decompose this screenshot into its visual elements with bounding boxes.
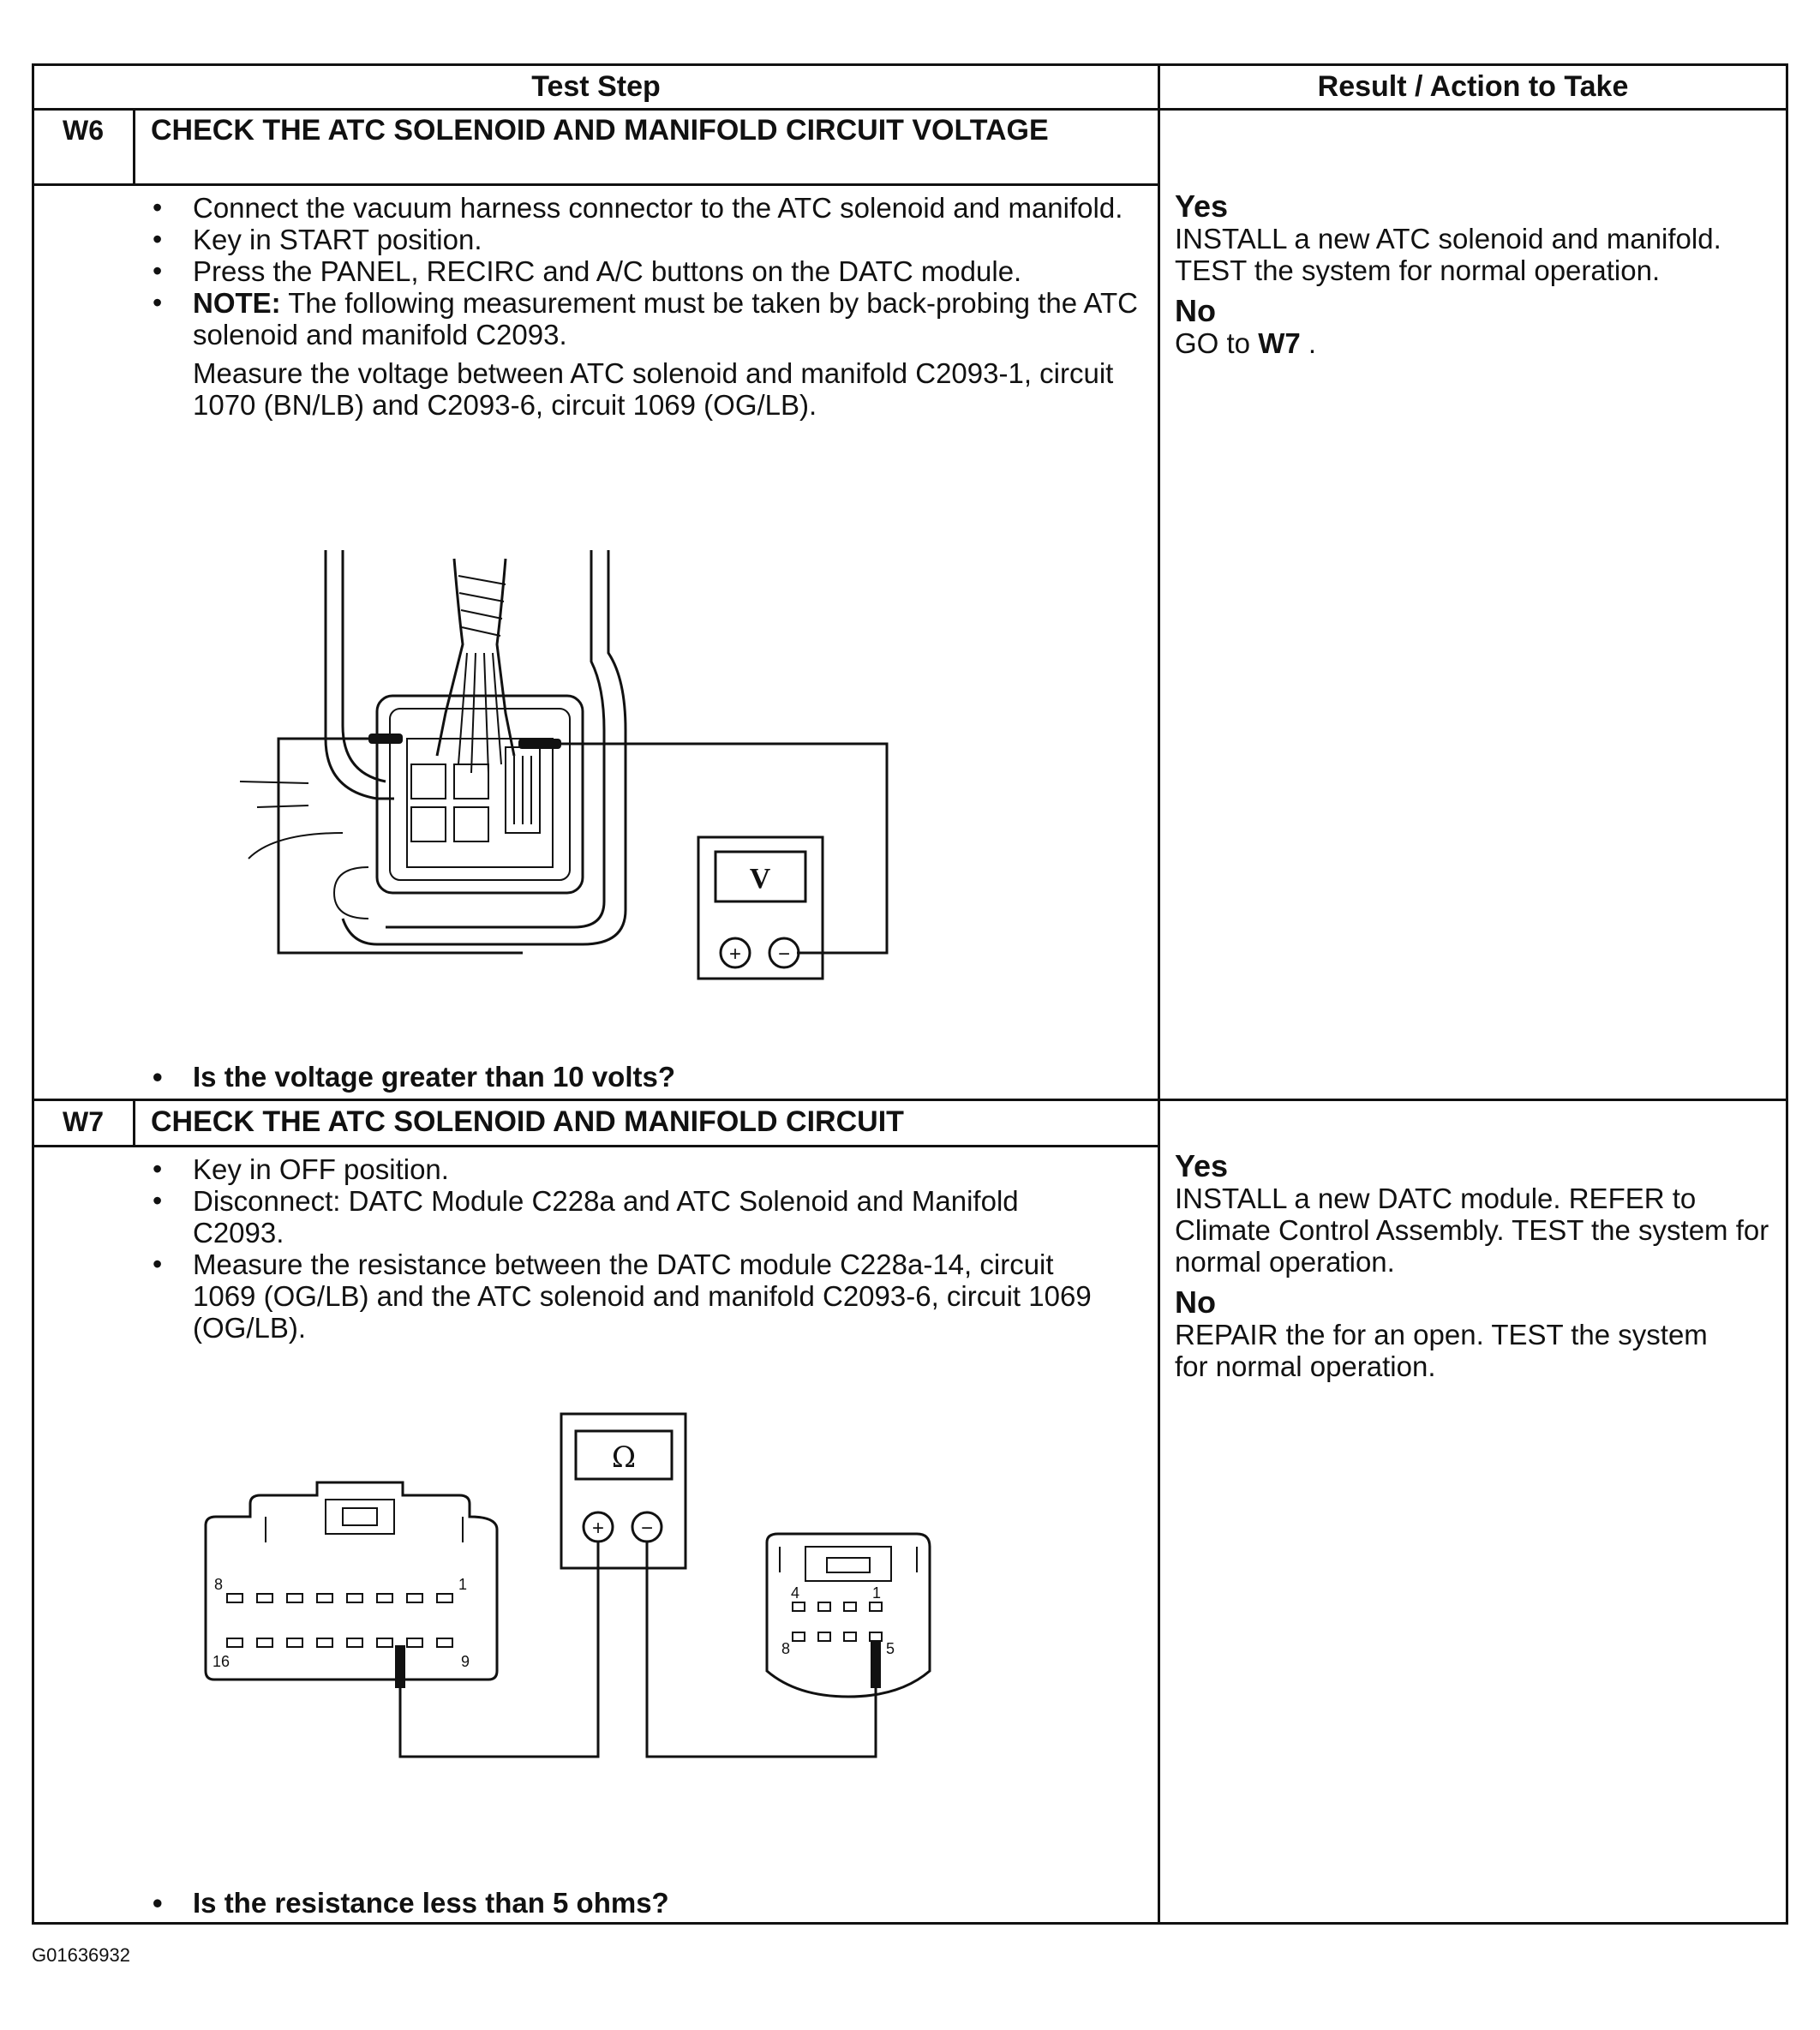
w6-lead-minus [561,744,887,953]
w6-probe-left [368,734,403,744]
w7-ohmmeter-plus-label: + [591,1517,605,1540]
w7-yes-text: INSTALL a new DATC module. REFER to Climate Control Assembly. TEST the system for normal operation. [1175,1183,1769,1278]
w6-step-id: W6 [63,115,104,146]
w7-left-connector-latch [266,1500,463,1542]
w7-resistance-diagram [189,1405,943,1808]
w6-note [146,287,1140,350]
w6-no-label: No [1175,293,1216,328]
w7-right-connector-latch [780,1547,917,1581]
w6-yes-text: INSTALL a new ATC solenoid and manifold. TEST the system for normal operation. [1175,223,1721,286]
w7-no-text: REPAIR the for an open. TEST the system for normal operation. [1175,1319,1708,1382]
w7-left-pins-top [227,1594,452,1602]
w6-goto-w7-link[interactable]: W7 [1258,327,1301,359]
w6-note-label: NOTE: [193,287,281,319]
w6-lead-plus [278,739,523,953]
w6-voltmeter-plus-label: + [728,943,742,966]
w7-lead-minus [647,1542,876,1757]
w6-bullet-3: • Press the PANEL, RECIRC and A/C buttons on the DATC module. [146,255,1140,287]
w7-ohmmeter-body [561,1414,685,1568]
w7-right-pin-label-4: 4 [791,1584,800,1602]
w7-right-pin-label-8: 8 [781,1640,791,1657]
w6-probe-right [518,739,561,749]
w6-harness-left [437,559,463,756]
column-header-test-step: Test Step [531,70,661,103]
w7-question: • Is the resistance less than 5 ohms? [193,1887,669,1919]
w6-instructions [146,192,1140,421]
w6-question: • Is the voltage greater than 10 volts? [193,1061,675,1093]
w6-body-line-1 [240,781,308,783]
w7-ohmmeter-minus-label: − [640,1517,654,1540]
w7-instructions [146,1153,1097,1344]
w6-voltmeter-symbol: V [749,863,771,895]
w6-voltmeter-minus-label: − [777,943,791,966]
w6-w7-rule [32,1099,1788,1101]
w6-measure-text: Measure the voltage between ATC solenoid and manifold C2093-1, circuit 1070 (BN/LB) and C2093-6, circuit 1069 (OG/LB). [193,357,1114,421]
w6-result [1175,190,1792,368]
w7-bullet-2: • Disconnect: DATC Module C228a and ATC Solenoid and Manifold C2093. [146,1185,1097,1249]
w6-housing-outline-left-inner [343,550,386,781]
column-divider [1158,63,1160,1925]
w6-connector-cavities [411,747,540,841]
column-header-result: Result / Action to Take [1317,70,1629,103]
w7-left-pins-bottom [227,1638,452,1647]
w6-step-title: CHECK THE ATC SOLENOID AND MANIFOLD CIRCUIT VOLTAGE [151,114,1049,147]
w6-bullet-2: • Key in START position. [146,224,1140,255]
w7-right-pin-label-5: 5 [886,1640,895,1657]
w6-housing-outline-left [326,550,394,799]
w7-right-pins [793,1602,882,1641]
w6-mount-tab [334,867,368,919]
w7-left-pin-label-16: 16 [213,1653,230,1670]
w7-yes-label: Yes [1175,1148,1229,1183]
w7-left-connector-body [206,1482,497,1680]
w6-note-text: The following measurement must be taken by back-probing the ATC solenoid and manifold C2093. [193,287,1138,350]
w6-body-line-2 [257,805,308,807]
w6-bullet-1: • Connect the vacuum harness connector to the ATC solenoid and manifold. [146,192,1140,224]
w6-voltmeter-body [698,837,823,979]
w7-left-pin-label-9: 9 [461,1653,470,1670]
w7-step-id: W7 [63,1106,104,1137]
w7-no-label: No [1175,1284,1216,1320]
w7-ohmmeter-symbol: Ω [611,1440,637,1475]
w6-harness-wires [458,653,501,773]
w6-body-line-3 [248,833,343,859]
w7-left-pin-label-1: 1 [458,1576,468,1593]
w6-no-text-prefix: GO to [1175,327,1259,359]
w7-left-pin-label-8: 8 [214,1576,224,1593]
figure-id: G01636932 [32,1944,130,1966]
w6-voltage-diagram [223,542,908,1021]
w7-bullet-3: • Measure the resistance between the DATC module C228a-14, circuit 1069 (OG/LB) and the ATC solenoid and manifold C2093-6, circuit 1069 (OG/LB). [146,1249,1097,1344]
w6-yes-label: Yes [1175,189,1229,224]
w6-connector-inner [390,709,570,880]
w7-right-pin-label-1: 1 [872,1584,882,1602]
w7-bullet-1: • Key in OFF position. [146,1153,1097,1185]
w7-result [1175,1150,1792,1391]
w7-left-probe [395,1645,405,1688]
w6-harness-right [497,559,514,756]
w6-no-text [1175,327,1792,359]
w7-lead-plus [400,1542,598,1757]
w6-title-rule [32,183,1159,186]
w7-step-title: CHECK THE ATC SOLENOID AND MANIFOLD CIRCUIT [151,1105,904,1138]
w6-no-text-suffix: . [1300,327,1317,359]
w7-title-rule [32,1145,1159,1147]
w7-right-probe [871,1641,881,1688]
